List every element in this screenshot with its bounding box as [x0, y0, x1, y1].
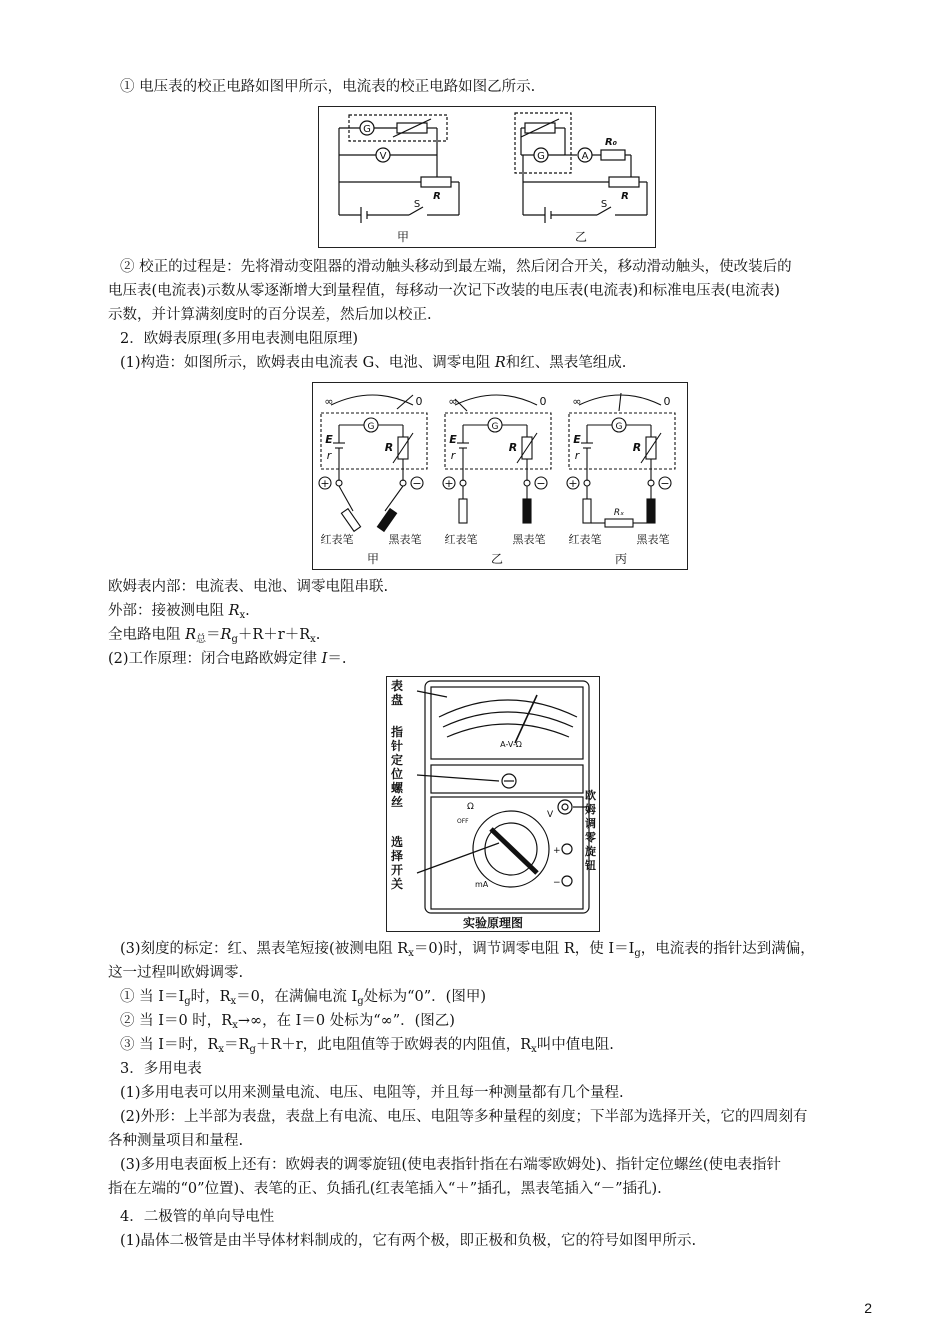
minus-jack-jia: − — [412, 477, 422, 490]
paragraph-case-zero-current: ② 当 I＝0 时，$R_x\to\infty$，在 I＝0 处标为“∞”．(图乙) — [120, 1013, 455, 1031]
label-inf-bing: ∞ — [572, 395, 582, 408]
label-s-jia: S — [413, 199, 421, 210]
label-inf-jia: ∞ — [324, 395, 334, 408]
label-selector-switch: 选择开关 — [391, 835, 404, 891]
label-red-probe-yi: 红表笔 — [444, 533, 478, 546]
label-biaopan: 表盘 — [391, 679, 404, 707]
label-black-probe-yi: 黑表笔 — [512, 533, 546, 546]
ohmmeter-panel-yi — [443, 395, 551, 523]
label-s-yi: S — [600, 199, 608, 210]
rheostat-icon — [421, 177, 451, 187]
paragraph-multimeter-panel-1: (3)多用电表面板上还有：欧姆表的调零旋钮(使电表指针指在右端零欧姆处)、指针定位螺丝(使电表指针 — [120, 1157, 782, 1173]
multimeter-diagram — [387, 677, 599, 931]
paragraph-case-mid-value: ③ 当 I＝时，$R_x=R_g+R+r$，此电阻值等于欧姆表的内阻值，$R_x$叫中值电阻. — [120, 1037, 614, 1055]
heading-diode: 4．二极管的单向导电性 — [120, 1209, 275, 1225]
paragraph-diode: (1)晶体二极管是由半导体材料制成的，它有两个极，即正极和负极，它的符号如图甲所示. — [120, 1233, 697, 1249]
label-zero-jia: 0 — [415, 395, 423, 408]
label-pointer-screw: 指针定位螺丝 — [391, 725, 404, 809]
label-zero-yi: 0 — [539, 395, 547, 408]
paragraph-multimeter-panel-2: 指在左端的“0”位置)、表笔的正、负插孔(红表笔插入“＋”插孔，黑表笔插入“－”插孔). — [108, 1181, 662, 1197]
caption-yi: 乙 — [574, 230, 588, 244]
label-ohm-zero-knob: 欧姆调零旋钮 — [585, 789, 596, 872]
label-r-int-yi: r — [450, 449, 456, 462]
paragraph-scale-calibration-2: 这一过程叫欧姆调零. — [108, 965, 244, 981]
caption-yi: 乙 — [490, 552, 504, 566]
plus-jack-yi: + — [444, 477, 454, 490]
minus-jack-yi: − — [536, 477, 546, 490]
ohm-zero-knob-icon — [558, 800, 572, 814]
caption-jia: 甲 — [396, 230, 410, 244]
ohmmeter-circuit-figure — [312, 382, 688, 570]
label-minus-jack: − — [553, 878, 561, 888]
label-red-probe-bing: 红表笔 — [568, 533, 602, 546]
minus-jack-bing: − — [660, 477, 670, 490]
page-number: 2 — [864, 1300, 872, 1316]
label-r-jia: R — [433, 191, 441, 202]
paragraph-voltmeter-calibration: ① 电压表的校正电路如图甲所示，电流表的校正电路如图乙所示. — [120, 79, 536, 95]
paragraph-multimeter-appearance-1: (2)外形：上半部为表盘，表盘上有电流、电压、电阻等多种量程的刻度；下半部为选择开关，它的四周刻有 — [120, 1109, 808, 1125]
label-g-jia: G — [363, 124, 371, 135]
paragraph-case-full-scale: ① 当 $I=I_g$时，$R_x=0$，在满偏电流 $I_g$处标为“0”．(图甲) — [120, 989, 486, 1007]
label-ma: mA — [475, 880, 489, 889]
plus-jack-bing: + — [568, 477, 578, 490]
label-e-yi: E — [449, 433, 457, 446]
label-e-jia: E — [325, 433, 333, 446]
label-inf-yi: ∞ — [448, 395, 458, 408]
paragraph-calibration-process-3: 示数，并计算满刻度时的百分误差，然后加以校正. — [108, 307, 432, 323]
label-g-jia: G — [367, 422, 375, 432]
label-v-dial: V — [547, 810, 554, 820]
label-g-yi: G — [537, 151, 545, 162]
ohmmeter-panel-bing — [567, 393, 675, 527]
label-rx-bing: Rₓ — [613, 508, 625, 518]
label-a: A — [581, 151, 589, 162]
label-black-probe-jia: 黑表笔 — [388, 533, 422, 546]
label-e-bing: E — [573, 433, 581, 446]
paragraph-calibration-process-1: ② 校正的过程是：先将滑动变阻器的滑动触头移动到最左端，然后闭合开关，移动滑动触头，使改装后的 — [120, 259, 792, 275]
label-r-int-bing: r — [574, 449, 580, 462]
paragraph-external: 外部：接被测电阻 $R_x$. — [108, 603, 250, 621]
paragraph-multimeter-appearance-2: 各种测量项目和量程. — [108, 1133, 244, 1149]
caption-jia: 甲 — [366, 552, 380, 566]
paragraph-internal: 欧姆表内部：电流表、电池、调零电阻串联. — [108, 579, 389, 595]
label-g-bing: G — [615, 422, 623, 432]
label-r-yi: R — [508, 441, 518, 454]
paragraph-ohmmeter-construction: (1)构造：如图所示，欧姆表由电流表 G、电池、调零电阻 R和红、黑表笔组成. — [120, 355, 627, 371]
paragraph-calibration-process-2: 电压表(电流表)示数从零逐渐增大到量程值，每移动一次记下改装的电压表(电流表)和标准电压表(电流表) — [108, 283, 780, 299]
ohmmeter-circuit-diagram — [313, 383, 687, 569]
label-off: OFF — [457, 818, 469, 825]
resistor-r0-icon — [601, 150, 625, 160]
calibration-circuit-figure — [318, 106, 656, 248]
label-r-int-jia: r — [326, 449, 332, 462]
label-v: V — [379, 151, 387, 162]
label-r0: R₀ — [604, 137, 618, 148]
paragraph-scale-calibration-1: (3)刻度的标定：红、黑表笔短接(被测电阻 $R_x=0$)时，调节调零电阻 R，使 $I=I_g$，电流表的指针达到满偏， — [120, 941, 815, 959]
label-red-probe-jia: 红表笔 — [320, 533, 354, 546]
label-r-yi: R — [621, 191, 629, 202]
label-black-probe-bing: 黑表笔 — [636, 533, 670, 546]
paragraph-multimeter-usage: (1)多用电表可以用来测量电流、电压、电阻等，并且每一种测量都有几个量程. — [120, 1085, 624, 1101]
label-zero-bing: 0 — [663, 395, 671, 408]
heading-ohmmeter-principle: 2．欧姆表原理(多用电表测电阻原理) — [120, 331, 359, 347]
plus-jack-jia: + — [320, 477, 330, 490]
ohmmeter-panel-jia — [319, 395, 427, 531]
label-r-bing: R — [632, 441, 642, 454]
label-g-yi: G — [491, 422, 499, 432]
caption-experiment: 实验原理图 — [462, 916, 524, 930]
heading-multimeter: 3．多用电表 — [120, 1061, 202, 1077]
label-avo: A-V-Ω — [500, 740, 522, 749]
meter-pointer — [515, 695, 537, 743]
label-plus-jack: + — [553, 846, 561, 856]
label-r-jia: R — [384, 441, 394, 454]
paragraph-working-principle: (2)工作原理：闭合电路欧姆定律 I＝. — [108, 651, 347, 667]
multimeter-figure — [386, 676, 600, 932]
caption-bing: 丙 — [614, 552, 628, 566]
calibration-circuit-diagram — [319, 107, 655, 247]
label-omega: Ω — [467, 802, 474, 812]
paragraph-total-resistance: 全电路电阻 $R_总=R_g+R+r+R_x$. — [108, 627, 321, 645]
